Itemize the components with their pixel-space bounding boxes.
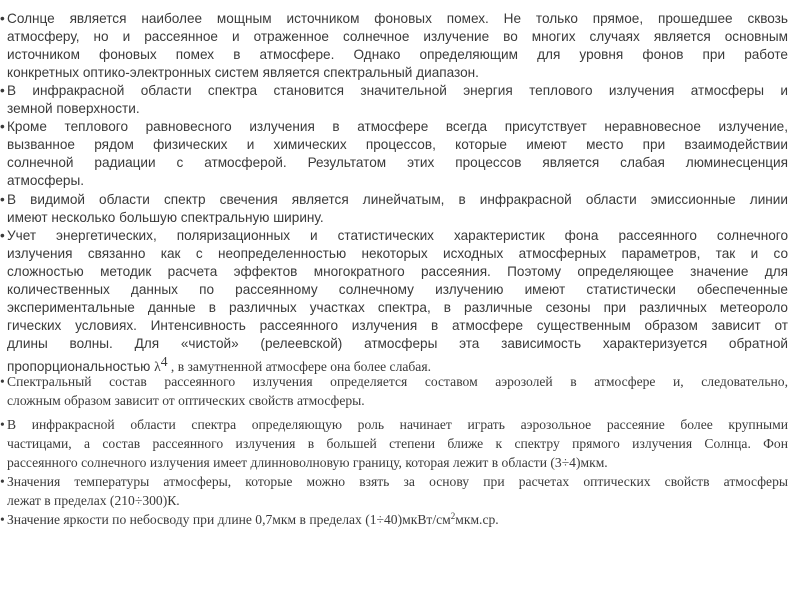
paragraph-1-line-4: конкретных оптико-электронных систем является спектральный диапазон. — [7, 65, 479, 80]
paragraph-1-line-2: атмосферу, но и рассеянное и отраженное солнечное излучение во многих случаях является основным — [7, 29, 788, 44]
paragraph-6-line-2: сложным образом зависит от оптических свойств атмосферы. — [7, 393, 365, 408]
paragraph-4-line-2: имеют несколько большую спектральную ширину. — [7, 210, 324, 225]
bullet: • — [0, 417, 5, 432]
paragraph-7-line-2: частицами, а состав рассеянного излучения в большей степени ближе к спектру прямого излучения Солнца. Фон — [7, 436, 788, 451]
paragraph-9-text: Значение яркости по небосводу при длине 0,7мкм в пределах (1÷40)мкВт/см — [7, 512, 451, 527]
paragraph-8-line-1: Значения температуры атмосферы, которые можно взять за основу при расчетах оптических свойств атмосферы — [7, 474, 788, 489]
paragraph-6-line-1: Спектральный состав рассеянного излучения определяется составом аэрозолей в атмосфере и, следовательно, — [7, 374, 788, 389]
bullet: • — [0, 512, 5, 527]
bullet: • — [0, 192, 5, 207]
paragraph-9-line-1 — [7, 511, 788, 528]
paragraph-3-line-4: атмосферы. — [7, 173, 85, 188]
bullet: • — [0, 228, 5, 243]
lambda-exponent: 4 — [160, 354, 168, 369]
paragraph-5-line-4: количественных данных по рассеянному солнечному излучению имеют статистически обеспеченные — [7, 282, 788, 297]
paragraph-7-line-3: рассеянного солнечного излучения имеет длинноволновую границу, которая лежит в области (3÷4)мкм. — [7, 455, 608, 470]
paragraph-3-line-3: солнечной радиации с атмосферой. Результатом этих процессов является слабая люминесценция — [7, 155, 788, 170]
paragraph-2-line-2: земной поверхности. — [7, 101, 140, 116]
paragraph-1-line-3: источником фоновых помех в атмосфере. Однако определяющим для уровня фонов при работе — [7, 47, 788, 62]
paragraph-1-line-1: Солнце является наиболее мощным источником фоновых помех. Не только прямое, прошедшее сквозь — [7, 11, 788, 26]
paragraph-5-line-7: длины волны. Для «чистой» (релеевской) атмосферы эта зависимость характеризуется обратной — [7, 336, 788, 351]
bullet: • — [0, 474, 5, 489]
paragraph-5-line-1: Учет энергетических, поляризационных и статистических характеристик фона рассеянного солнечного — [7, 228, 788, 243]
paragraph-5-line-8-tail: , в замутненной атмосфере она более слабая. — [167, 359, 431, 374]
paragraph-5-line-5: экспериментальные данные в различных участках спектра, в различные сезоны при различных метеороло — [7, 300, 788, 315]
paragraph-7-line-1: В инфракрасной области спектра определяющую роль начинает играть аэрозольное рассеяние более крупными — [7, 417, 788, 432]
lambda-symbol: λ — [154, 359, 161, 374]
bullet: • — [0, 119, 5, 134]
paragraph-3-line-2: вызванное рядом физических и химических процессов, которые имеют место при взаимодействии — [7, 137, 788, 152]
paragraph-2-line-1: В инфракрасной области спектра становится значительной энергия теплового излучения атмосферы и — [7, 83, 788, 98]
paragraph-5-line-2: излучения связанно как с неопределенностью некоторых исходных атмосферных параметров, так и со — [7, 246, 788, 261]
paragraph-8-line-2: лежат в пределах (210÷300)К. — [7, 493, 180, 508]
bullet: • — [0, 374, 5, 389]
paragraph-5-line-6: гических условиях. Интенсивность рассеянного излучения в атмосфере существенным образом зависит от — [7, 318, 788, 333]
paragraph-5-line-3: сложностью методик расчета эффектов многократного рассеяния. Поэтому определяющее значение для — [7, 264, 788, 279]
paragraph-9-unit-tail: мкм.ср. — [455, 512, 499, 527]
bullet: • — [0, 83, 5, 98]
paragraph-3-line-1: Кроме теплового равновесного излучения в атмосфере всегда присутствует неравновесное излучение, — [7, 119, 788, 134]
paragraph-5-line-8-text: пропорциональностью — [7, 359, 155, 374]
unit-exponent: 2 — [450, 511, 456, 521]
paragraph-4-line-1: В видимой области спектр свечения является линейчатым, в инфракрасной области эмиссионные линии — [7, 192, 788, 207]
bullet: • — [0, 11, 5, 26]
